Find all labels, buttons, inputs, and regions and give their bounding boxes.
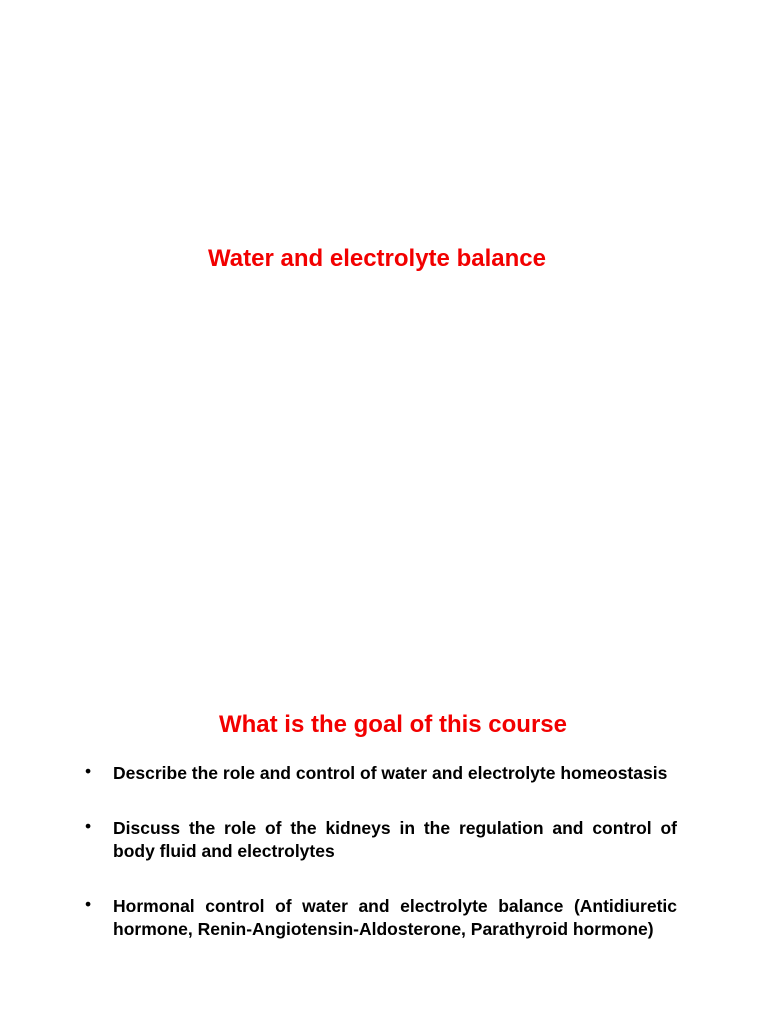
bullet-icon: • <box>85 894 92 914</box>
bullet-text: Discuss the role of the kidneys in the regulation and control of body fluid and electrolytes <box>113 818 677 861</box>
section-heading: What is the goal of this course <box>218 711 568 738</box>
bullet-icon: • <box>85 761 92 781</box>
list-item <box>85 762 677 785</box>
list-item <box>85 817 677 863</box>
bullet-icon: • <box>85 816 92 836</box>
slide-title: Water and electrolyte balance <box>208 245 546 272</box>
list-item <box>85 895 677 941</box>
bullet-text: Hormonal control of water and electrolyte balance (Antidiuretic hormone, Renin-Angiotensin-Aldosterone, Parathyroid hormone) <box>113 896 677 939</box>
bullet-text: Describe the role and control of water and electrolyte homeostasis <box>113 763 668 783</box>
goals-bullet-list <box>85 762 677 973</box>
